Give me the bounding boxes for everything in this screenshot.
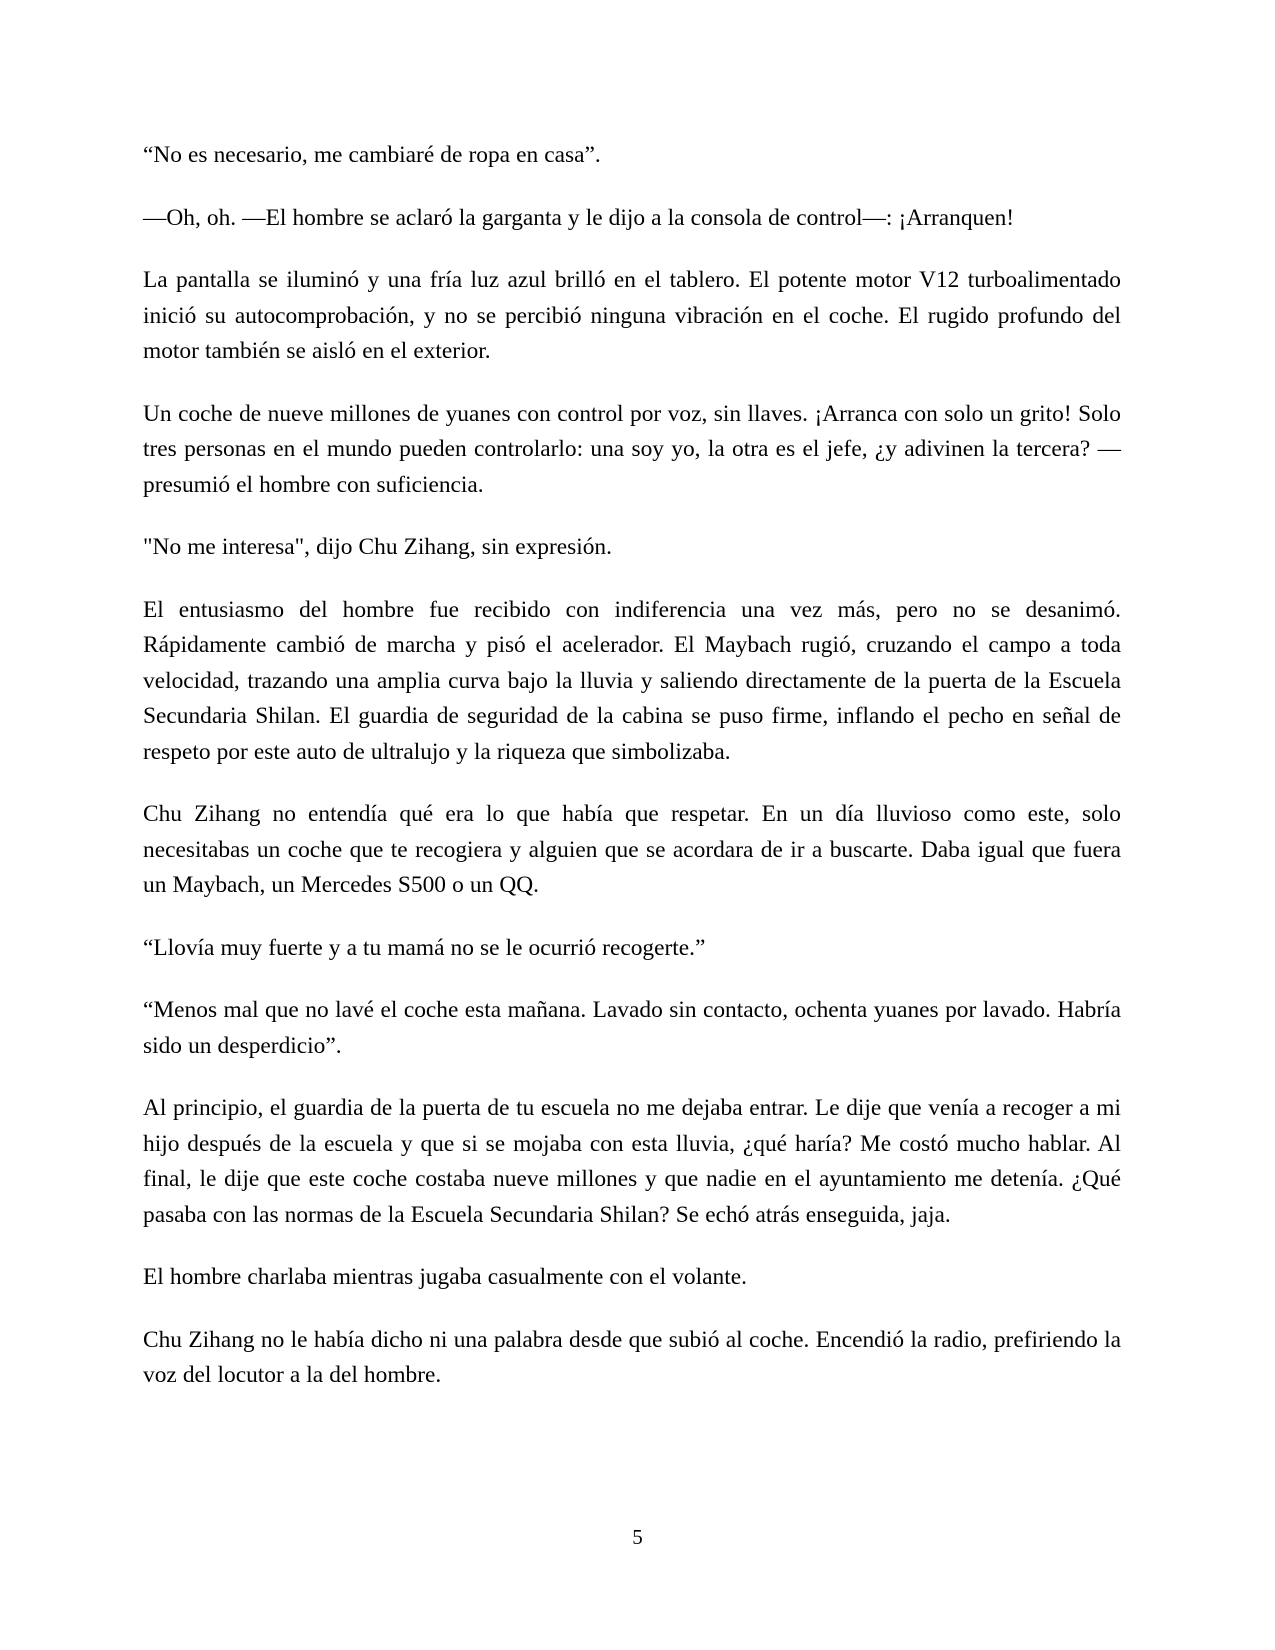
paragraph: “No es necesario, me cambiaré de ropa en casa”. bbox=[143, 142, 601, 168]
paragraph: "No me interesa", dijo Chu Zihang, sin expresión. bbox=[143, 534, 612, 560]
paragraph: “Menos mal que no lavé el coche esta mañana. Lavado sin contacto, ochenta yuanes por lavado. Habría sido un desperdicio”. bbox=[143, 997, 1121, 1059]
paragraph: El entusiasmo del hombre fue recibido con indiferencia una vez más, pero no se desanimó. Rápidamente cambió de marcha y pisó el acelerador. El Maybach rugió, cruzando el campo a toda velocidad, trazando una amplia curva bajo la lluvia y saliendo directamente de la puerta de la Escuela Secundaria Shilan. El guardia de seguridad de la cabina se puso firme, inflando el pecho en señal de respeto por este auto de ultralujo y la riqueza que simbolizaba. bbox=[143, 596, 1121, 765]
body-text-column bbox=[143, 138, 1121, 1394]
paragraph: “Llovía muy fuerte y a tu mamá no se le ocurrió recogerte.” bbox=[143, 934, 706, 961]
paragraph: Chu Zihang no entendía qué era lo que había que respetar. En un día lluvioso como este, solo necesitabas un coche que te recogiera y alguien que se acordara de ir a buscarte. Daba igual que fuera un Maybach, un Mercedes S500 o un QQ. bbox=[143, 801, 1121, 898]
paragraph: Chu Zihang no le había dicho ni una palabra desde que subió al coche. Encendió la radio, prefiriendo la voz del locutor a la del hombre. bbox=[143, 1326, 1121, 1388]
paragraph: Un coche de nueve millones de yuanes con control por voz, sin llaves. ¡Arranca con solo un grito! Solo tres personas en el mundo pueden controlarlo: una soy yo, la otra es el jefe, ¿y adivinen la tercera? —presumió el hombre con suficiencia. bbox=[143, 400, 1121, 498]
paragraph: Al principio, el guardia de la puerta de tu escuela no me dejaba entrar. Le dije que venía a recoger a mi hijo después de la escuela y que si se mojaba con esta lluvia, ¿qué haría? Me costó mucho hablar. Al final, le dije que este coche costaba nueve millones y que nadie en el ayuntamiento me detenía. ¿Qué pasaba con las normas de la Escuela Secundaria Shilan? Se echó atrás enseguida, jaja. bbox=[143, 1095, 1121, 1228]
paragraph: El hombre charlaba mientras jugaba casualmente con el volante. bbox=[143, 1264, 747, 1290]
page-number: 5 bbox=[632, 1525, 643, 1549]
paragraph: —Oh, oh. —El hombre se aclaró la garganta y le dijo a la consola de control—: ¡Arranquen! bbox=[143, 204, 1015, 231]
paragraph: La pantalla se iluminó y una fría luz azul brilló en el tablero. El potente motor V12 turboalimentado inició su autocomprobación, y no se percibió ninguna vibración en el coche. El rugido profundo del motor también se aisló en el exterior. bbox=[143, 267, 1121, 364]
